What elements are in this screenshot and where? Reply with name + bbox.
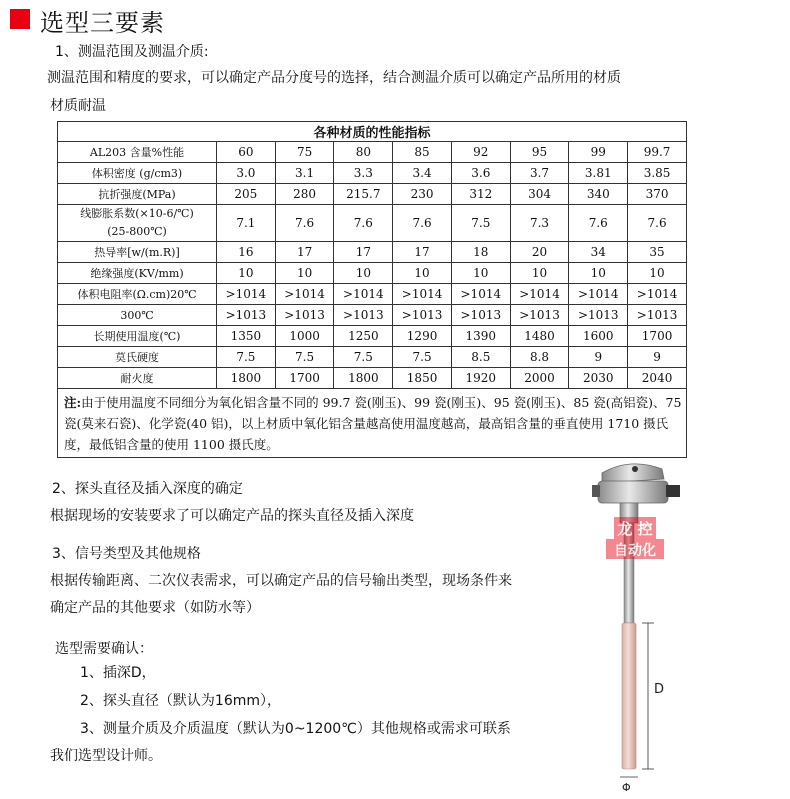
table-cell: 20	[510, 242, 569, 263]
table-cell: >1013	[275, 305, 334, 326]
table-cell: 3.7	[510, 163, 569, 184]
table-row	[58, 305, 687, 326]
cable-gland-left	[592, 485, 600, 497]
row-label	[58, 205, 217, 242]
section1-sub: 材质耐温	[50, 98, 106, 114]
row-label: 抗折强度(MPa)	[58, 184, 217, 205]
row-label-line1: 线膨胀系数(×10-6/℃)	[80, 207, 194, 220]
table-cell: 3.0	[217, 163, 276, 184]
table-cell: >1013	[628, 305, 687, 326]
table-cell: 10	[275, 263, 334, 284]
table-cell: 1250	[334, 326, 393, 347]
table-cell: 10	[393, 263, 452, 284]
table-cell: >1014	[393, 284, 452, 305]
note-label: 注:	[64, 395, 82, 410]
ceramic-tube	[622, 623, 636, 769]
table-cell: >1014	[217, 284, 276, 305]
row-label: 体积密度 (g/cm3)	[58, 163, 217, 184]
row-label: 绝缘强度(KV/mm)	[58, 263, 217, 284]
row-label: 热导率[w/(m.R)]	[58, 242, 217, 263]
thermocouple-image	[590, 455, 700, 795]
table-cell: 230	[393, 184, 452, 205]
table-cell: 3.4	[393, 163, 452, 184]
table-cell: 7.6	[628, 205, 687, 242]
table-cell: 370	[628, 184, 687, 205]
table-cell: 7.6	[569, 205, 628, 242]
table-row	[58, 242, 687, 263]
section1-desc: 测温范围和精度的要求，可以确定产品分度号的选择，结合测温介质可以确定产品所用的材质	[47, 70, 621, 86]
table-cell: >1014	[275, 284, 334, 305]
table-row	[58, 205, 687, 242]
watermark	[606, 517, 664, 559]
table-cell: 3.81	[569, 163, 628, 184]
table-cell: >1013	[393, 305, 452, 326]
row-label: 体积电阻率(Ω.cm)20℃	[58, 284, 217, 305]
table-cell: 215.7	[334, 184, 393, 205]
table-cell: >1013	[510, 305, 569, 326]
cable-gland-right	[666, 485, 680, 497]
note-text: 由于使用温度不同细分为氧化铝含量不同的 99.7 瓷(刚玉)、99 瓷(刚玉)、95 瓷(刚玉)、85 瓷(高铝瓷)、75 瓷(莫来石瓷)、化学瓷(40 铝)，以上材质中氧化铝含量越高使用温度越高，最高铝含量的垂直使用 1710 摄氏度，最低铝含量的使用 1100 摄氏度。	[64, 395, 682, 452]
watermark-line1: 龙 控	[617, 520, 653, 538]
table-cell: 7.5	[393, 347, 452, 368]
table-note	[58, 389, 687, 458]
table-cell: 10	[451, 263, 510, 284]
table-cell: 10	[569, 263, 628, 284]
table-cell: 7.5	[275, 347, 334, 368]
note-row	[58, 389, 687, 458]
table-cell: 3.1	[275, 163, 334, 184]
page-title: 选型三要素	[40, 9, 165, 37]
section2-desc: 根据现场的安装要求了可以确定产品的探头直径及插入深度	[50, 508, 414, 524]
row-label: 300℃	[58, 305, 217, 326]
table-cell: 18	[451, 242, 510, 263]
table-cell: 75	[275, 142, 334, 163]
table-cell: 95	[510, 142, 569, 163]
table-cell: 10	[628, 263, 687, 284]
table-cell: 10	[510, 263, 569, 284]
table-cell: 1700	[275, 368, 334, 389]
page-header	[0, 0, 790, 36]
table-cell: >1014	[569, 284, 628, 305]
title-marker	[10, 9, 30, 29]
confirm-item-1: 1、插深D，	[80, 665, 156, 681]
table-cell: 99	[569, 142, 628, 163]
row-label: 耐火度	[58, 368, 217, 389]
table-cell: >1013	[451, 305, 510, 326]
table-cell: 1390	[451, 326, 510, 347]
table-row	[58, 284, 687, 305]
table-cell: 16	[217, 242, 276, 263]
confirm-heading: 选型需要确认：	[55, 641, 153, 657]
section3-desc2: 确定产品的其他要求（如防水等）	[50, 600, 260, 616]
table-cell: 280	[275, 184, 334, 205]
table-cell: 7.5	[217, 347, 276, 368]
table-row	[58, 263, 687, 284]
table-cell: 85	[393, 142, 452, 163]
section3-desc1: 根据传输距离、二次仪表需求，可以确定产品的信号输出类型，现场条件来	[50, 573, 512, 589]
table-cell: >1014	[451, 284, 510, 305]
table-cell: 60	[217, 142, 276, 163]
table-cell: 1700	[628, 326, 687, 347]
table-cell: 1290	[393, 326, 452, 347]
section2-heading: 2、探头直径及插入深度的确定	[52, 481, 243, 497]
table-row	[58, 326, 687, 347]
table-cell: 3.3	[334, 163, 393, 184]
table-cell: 1800	[334, 368, 393, 389]
table-cell: 7.6	[275, 205, 334, 242]
table-row	[58, 368, 687, 389]
section1-heading: 1、测温范围及测温介质:	[55, 44, 209, 60]
table-cell: 92	[451, 142, 510, 163]
junction-box	[598, 481, 668, 503]
table-cell: 1850	[393, 368, 452, 389]
row-label: AL203 含量%性能	[58, 142, 217, 163]
table-cell: 2040	[628, 368, 687, 389]
row-label: 长期使用温度(℃)	[58, 326, 217, 347]
row-label: 莫氏硬度	[58, 347, 217, 368]
table-cell: >1013	[334, 305, 393, 326]
table-cell: 1000	[275, 326, 334, 347]
table-cell: 9	[569, 347, 628, 368]
table-cell: 340	[569, 184, 628, 205]
table-cell: 10	[334, 263, 393, 284]
watermark-line2: 自动化	[614, 543, 656, 559]
section3-heading: 3、信号类型及其他规格	[52, 546, 201, 562]
table-cell: 205	[217, 184, 276, 205]
table-cell: 8.8	[510, 347, 569, 368]
table-cell: 7.6	[393, 205, 452, 242]
confirm-item-2: 2、探头直径（默认为16mm），	[80, 693, 281, 709]
table-cell: 7.5	[334, 347, 393, 368]
material-table	[57, 121, 687, 458]
table-cell: 7.3	[510, 205, 569, 242]
table-cell: 7.1	[217, 205, 276, 242]
table-cell: 2030	[569, 368, 628, 389]
table-row	[58, 142, 687, 163]
cover-screw	[632, 466, 638, 472]
table-cell: 1480	[510, 326, 569, 347]
table-row	[58, 184, 687, 205]
confirm-item-4: 我们选型设计师。	[50, 748, 162, 764]
table-cell: 1800	[217, 368, 276, 389]
table-title: 各种材质的性能指标	[58, 122, 687, 142]
head-cover	[602, 464, 664, 483]
table-cell: 80	[334, 142, 393, 163]
table-row	[58, 163, 687, 184]
table-cell: >1014	[628, 284, 687, 305]
table-cell: 8.5	[451, 347, 510, 368]
row-label-line2: (25-800℃)	[107, 225, 167, 238]
table-cell: 35	[628, 242, 687, 263]
table-cell: 99.7	[628, 142, 687, 163]
table-cell: 3.85	[628, 163, 687, 184]
confirm-item-3: 3、测量介质及介质温度（默认为0~1200℃）其他规格或需求可联系	[80, 721, 511, 737]
table-cell: 7.5	[451, 205, 510, 242]
table-cell: 312	[451, 184, 510, 205]
table-cell: 2000	[510, 368, 569, 389]
dimension-label: D	[654, 682, 665, 697]
table-cell: 34	[569, 242, 628, 263]
table-row	[58, 347, 687, 368]
table-cell: >1013	[217, 305, 276, 326]
table-cell: 1350	[217, 326, 276, 347]
table-cell: 10	[217, 263, 276, 284]
diameter-label: Φ	[622, 781, 631, 794]
table-cell: 17	[334, 242, 393, 263]
table-cell: >1014	[510, 284, 569, 305]
table-cell: 1920	[451, 368, 510, 389]
table-cell: 7.6	[334, 205, 393, 242]
table-cell: 17	[393, 242, 452, 263]
table-cell: >1014	[334, 284, 393, 305]
table-cell: 9	[628, 347, 687, 368]
table-cell: 3.6	[451, 163, 510, 184]
table-cell: >1013	[569, 305, 628, 326]
table-cell: 304	[510, 184, 569, 205]
table-cell: 17	[275, 242, 334, 263]
table-cell: 1600	[569, 326, 628, 347]
